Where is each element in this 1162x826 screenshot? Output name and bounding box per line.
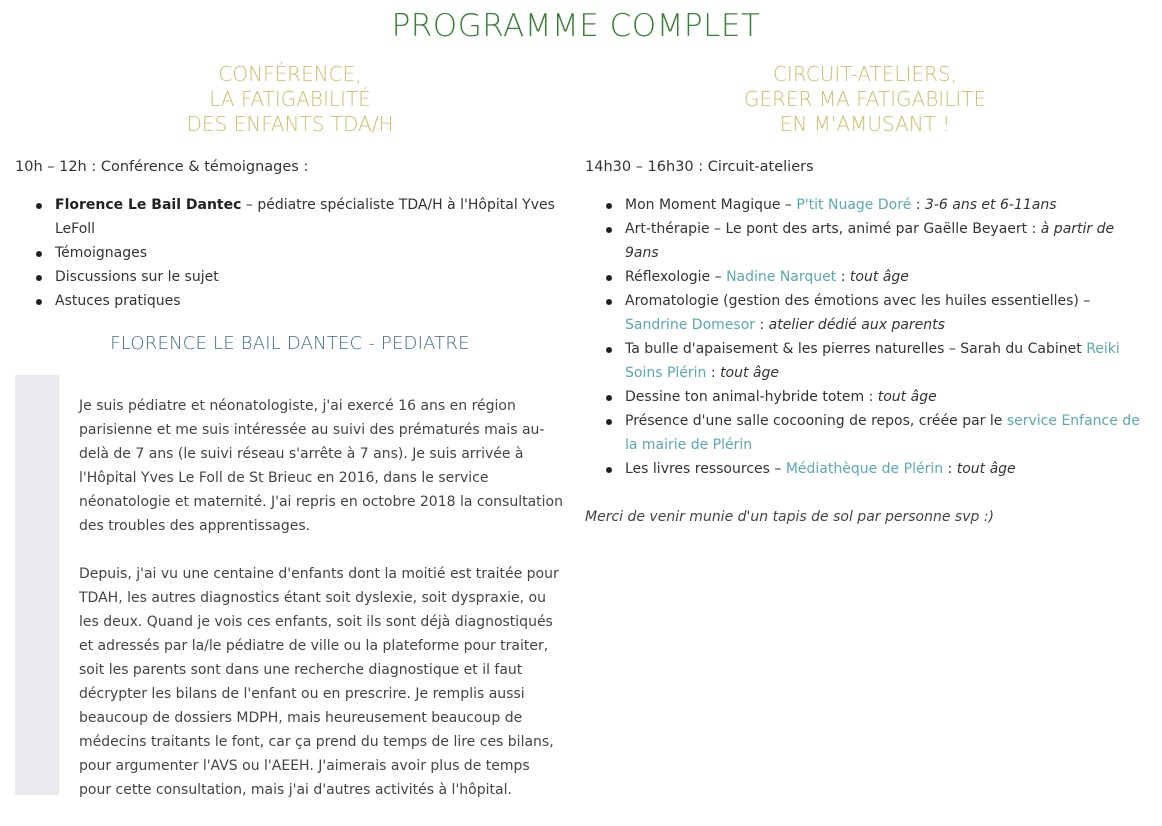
right-column — [585, 62, 1145, 529]
item-age: tout âge — [849, 269, 909, 285]
quote-paragraph: Je suis pédiatre et néonatologiste, j'ai exercé 16 ans en région parisienne et me suis intéressée au suivi des prématurés mais au-delà de 7 ans (le suivi réseau s'arrête à 7 ans). Je suis arrivée à l'Hôpital Yves Le Foll de St Brieuc en 2016, dans le service néonatologie et maternité. J'ai repris en octobre 2018 la consultation des troubles des apprentissages. — [79, 398, 563, 534]
item-age: à partir de 9ans — [625, 221, 1115, 261]
item-sep: : — [911, 197, 925, 213]
list-item — [625, 193, 1145, 217]
item-text: Art-thérapie – Le pont des arts, animé par Gaëlle Beyaert : — [625, 221, 1041, 237]
item-age: 3-6 ans et 6-11ans — [924, 197, 1057, 213]
speaker-role: – pédiatre spécialiste TDA/H à l'Hôpital Yves LeFoll — [55, 197, 555, 237]
conference-title — [15, 62, 565, 137]
item-text: Présence d'une salle cocooning de repos, créée par le — [625, 413, 1007, 429]
workshop-link[interactable]: service Enfance de la mairie de Plérin — [625, 413, 1140, 453]
item-text: Ta bulle d'apaisement & les pierres naturelles – Sarah du Cabinet — [625, 341, 1087, 357]
workshop-link[interactable]: Reiki Soins Plérin — [625, 341, 1120, 381]
item-text: Les livres ressources – — [625, 461, 786, 477]
workshop-link[interactable]: Sandrine Domesor — [625, 317, 756, 333]
list-item — [55, 193, 565, 241]
conference-schedule: 10h – 12h : Conférence & témoignages : — [15, 159, 309, 175]
item-sep: : — [706, 365, 721, 381]
speaker-heading: FLORENCE LE BAIL DANTEC - PEDIATRE — [110, 333, 470, 354]
item-age: tout âge — [720, 365, 780, 381]
workshops-note: Merci de venir munie d'un tapis de sol par personne svp :) — [585, 509, 995, 525]
list-item: Témoignages — [55, 241, 565, 265]
quote-paragraph: Depuis, j'ai vu une centaine d'enfants dont la moitié est traitée pour TDAH, les autres diagnostics étant soit dyslexie, soit dyspraxie, ou les deux. Quand je vois ces enfants, soit ils sont déjà diagnostiqués et adressés par la/le pédiatre de ville ou la plateforme pour traiter, soit les parents sont dans une recherche diagnostique et il faut décrypter les bilans de l'enfant ou en prescrire. Je remplis aussi beaucoup de dossiers MDPH, mais heureusement beaucoup de médecins traitants le font, car ça prend du temps de lire ces bilans, pour argumenter l'AVS ou l'AEEH. J'aimerais avoir plus de temps pour cette consultation, mais j'ai d'autres activités à l'hôpital. — [79, 566, 559, 798]
workshops-title-line: GERER MA FATIGABILITE — [743, 87, 987, 111]
workshops-schedule: 14h30 – 16h30 : Circuit-ateliers — [585, 159, 814, 175]
workshops-title — [585, 62, 1145, 137]
item-text: Dessine ton animal-hybride totem : — [625, 389, 878, 405]
item-sep: : — [836, 269, 850, 285]
left-column — [15, 62, 565, 826]
conference-title-line: LA FATIGABILITÉ — [209, 87, 371, 111]
list-item — [625, 217, 1145, 265]
conference-title-line: DES ENFANTS TDA/H — [186, 112, 394, 136]
item-sep: : — [755, 317, 769, 333]
quote-body — [59, 375, 565, 802]
quote-bar — [15, 375, 59, 795]
list-item: Astuces pratiques — [55, 289, 565, 313]
list-item — [625, 289, 1145, 337]
workshops-list — [585, 193, 1145, 481]
list-item — [625, 409, 1145, 457]
workshop-link[interactable]: Nadine Narquet — [726, 269, 837, 285]
item-age: tout âge — [956, 461, 1016, 477]
list-item — [625, 457, 1145, 481]
item-age: tout âge — [877, 389, 937, 405]
list-item — [625, 337, 1145, 385]
workshops-title-line: CIRCUIT-ATELIERS, — [772, 62, 958, 86]
item-text: Aromatologie (gestion des émotions avec les huiles essentielles) – — [625, 293, 1091, 309]
conference-title-line: CONFÉRENCE, — [218, 62, 362, 86]
conference-list — [15, 193, 565, 313]
item-age: atelier dédié aux parents — [768, 317, 945, 333]
item-text: Réflexologie – — [625, 269, 727, 285]
speaker-name: Florence Le Bail Dantec — [55, 197, 242, 213]
workshop-link[interactable]: P'tit Nuage Doré — [796, 197, 912, 213]
page-title: PROGRAMME COMPLET — [391, 8, 761, 44]
list-item — [625, 265, 1145, 289]
list-item: Discussions sur le sujet — [55, 265, 565, 289]
list-item — [625, 385, 1145, 409]
item-text: Mon Moment Magique – — [625, 197, 797, 213]
workshops-title-line: EN M'AMUSANT ! — [779, 112, 951, 136]
workshop-link[interactable]: Médiathèque de Plérin — [785, 461, 944, 477]
item-sep: : — [943, 461, 957, 477]
speaker-quote — [15, 375, 565, 802]
